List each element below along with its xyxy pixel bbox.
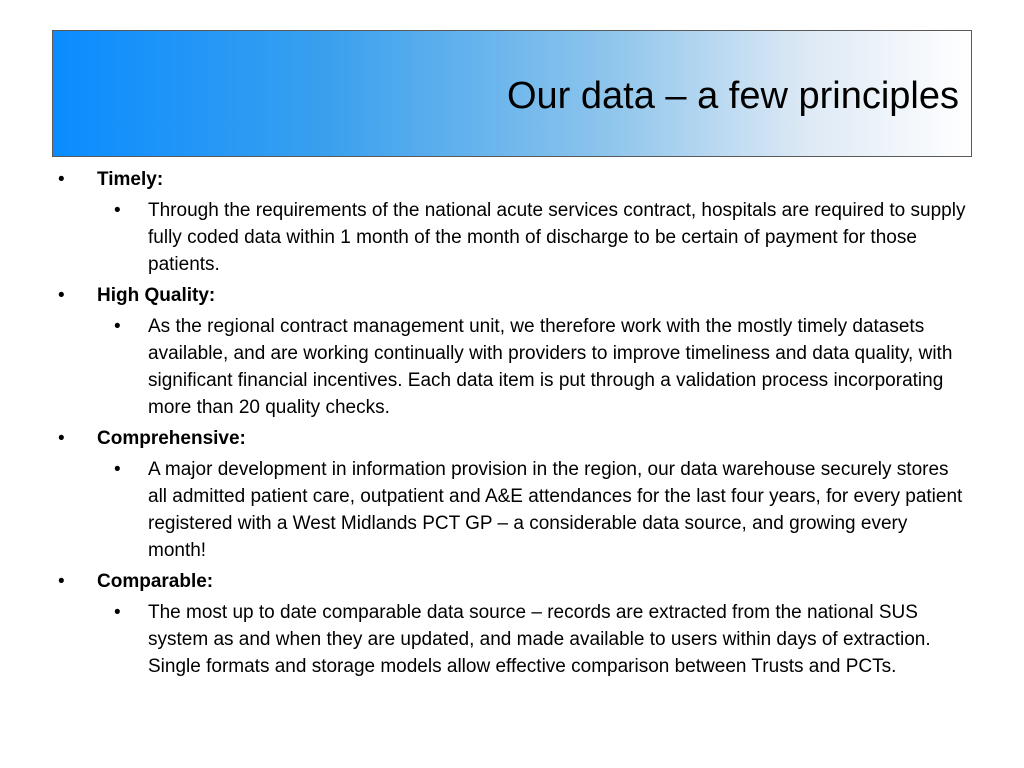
section-body (58, 197, 968, 278)
bullet-icon: • (58, 428, 65, 449)
section-body (58, 599, 968, 680)
section-comparable (58, 569, 978, 680)
section-heading (58, 426, 978, 452)
section-body-text: As the regional contract management unit, we therefore work with the mostly timely datasets available, and are working continually with providers to improve timeliness and data quality, with significant financial incentives. Each data item is put through a validation process incorporating more than 20 quality checks. (148, 316, 953, 418)
bullet-icon: • (114, 602, 121, 623)
section-comprehensive (58, 426, 978, 564)
slide-title: Our data – a few principles (506, 75, 959, 117)
title-banner (52, 30, 972, 157)
section-heading-label: Timely: (97, 169, 164, 190)
bullet-icon: • (58, 169, 65, 190)
bullet-icon: • (58, 285, 65, 306)
section-body (58, 456, 968, 564)
section-body-text: Through the requirements of the national acute services contract, hospitals are required to supply fully coded data within 1 month of the month of discharge to be certain of payment for those patients. (148, 200, 966, 275)
bullet-icon: • (58, 571, 65, 592)
section-body (58, 313, 968, 421)
section-body-text: A major development in information provision in the region, our data warehouse securely stores all admitted patient care, outpatient and A&E attendances for the last four years, for every patient registered with a West Midlands PCT GP – a considerable data source, and growing every month! (148, 459, 963, 561)
section-timely (58, 167, 978, 278)
section-heading (58, 167, 978, 193)
slide-content (58, 167, 978, 685)
section-heading-label: Comparable: (97, 571, 214, 592)
section-heading-label: High Quality: (97, 285, 216, 306)
section-heading (58, 569, 978, 595)
bullet-icon: • (114, 200, 121, 221)
bullet-icon: • (114, 316, 121, 337)
section-heading-label: Comprehensive: (97, 428, 246, 449)
section-high-quality (58, 283, 978, 421)
section-heading (58, 283, 978, 309)
section-body-text: The most up to date comparable data source – records are extracted from the national SUS system as and when they are updated, and made available to users within days of extraction. Single formats and storage models allow effective comparison between Trusts and PCTs. (148, 602, 931, 677)
bullet-icon: • (114, 459, 121, 480)
